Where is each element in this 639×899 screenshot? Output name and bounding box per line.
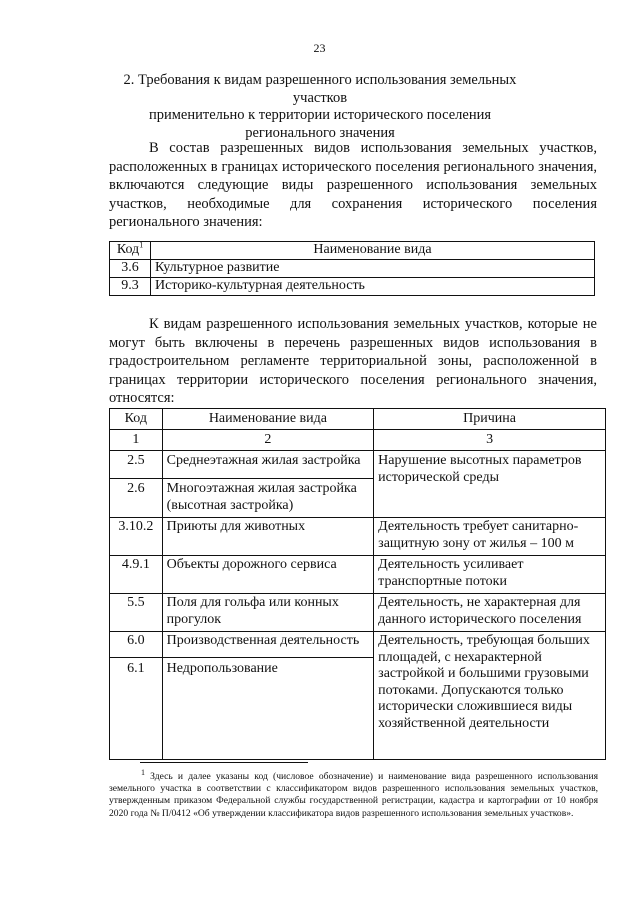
table-row xyxy=(110,451,606,479)
row-reason: Деятельность, не характерная для данного исторического поселения xyxy=(374,594,606,632)
row-reason: Деятельность усиливает транспортные потоки xyxy=(374,556,606,594)
row-name: Историко-культурная деятельность xyxy=(151,278,595,296)
table-row xyxy=(110,260,595,278)
row-name: Поля для гольфа или конных прогулок xyxy=(162,594,374,632)
header-code-label: Код xyxy=(116,242,140,257)
table-row xyxy=(110,594,606,632)
prohibited-uses-table xyxy=(109,408,606,760)
row-code: 3.6 xyxy=(110,260,151,278)
heading-line-3: регионального значения xyxy=(245,124,395,141)
intro-paragraph: В состав разрешенных видов использования земельных участков, расположенных в границах исторического поселения регионального значения, включаются следующие виды разрешенного использования земельных участков, необходимые для сохранения исторического поселения регионального значения: xyxy=(109,140,597,231)
restrictions-paragraph: К видам разрешенного использования земельных участков, которые не могут быть включены в перечень разрешенных видов использования в градостроительном регламенте территориальной зоны, расположенной в границах территории исторического поселения регионального значения, относятся: xyxy=(109,316,597,407)
header-code xyxy=(110,242,151,260)
footnote-ref: 1 xyxy=(139,240,144,250)
header-code: Код xyxy=(110,409,163,430)
footnote xyxy=(109,767,598,820)
allowed-uses-table xyxy=(109,241,595,296)
row-code: 2.6 xyxy=(110,479,163,518)
footnote-mark: 1 xyxy=(141,767,145,777)
table-row xyxy=(110,278,595,296)
column-number: 1 xyxy=(110,430,163,451)
header-name: Наименование вида xyxy=(162,409,374,430)
table-row xyxy=(110,518,606,556)
footnote-divider xyxy=(140,762,308,763)
row-code: 3.10.2 xyxy=(110,518,163,556)
row-name: Производственная деятельность xyxy=(162,632,374,658)
page-number: 23 xyxy=(313,41,326,55)
row-code: 4.9.1 xyxy=(110,556,163,594)
header-name: Наименование вида xyxy=(151,242,595,260)
table-row xyxy=(110,556,606,594)
row-name: Приюты для животных xyxy=(162,518,374,556)
heading-line-2: применительно к территории исторического поселения xyxy=(148,107,492,123)
row-reason: Деятельность, требующая больших площадей, с нехарактерной застройкой и большими грузовыми потоками. Допускаются только исторически сложившиеся виды хозяйственной деятельности xyxy=(374,632,606,760)
row-code: 6.0 xyxy=(110,632,163,658)
section-heading xyxy=(100,72,540,142)
footnote-text: Здесь и далее указаны код (числовое обозначение) и наименование вида разрешенного использования земельного участка в соответствии с классификатором видов разрешенного использования земельных участков, утвержденным приказом Федеральной службы государственной регистрации, кадастра и картографии от 10 ноября 2020 года № П/0412 «Об утверждении классификатора видов разрешенного использования земельных участков». xyxy=(109,771,598,819)
row-name: Объекты дорожного сервиса xyxy=(162,556,374,594)
column-numbers-row xyxy=(110,430,606,451)
row-code: 5.5 xyxy=(110,594,163,632)
column-number: 3 xyxy=(374,430,606,451)
header-reason: Причина xyxy=(374,409,606,430)
row-name: Среднеэтажная жилая застройка xyxy=(162,451,374,479)
row-name: Многоэтажная жилая застройка (высотная застройка) xyxy=(162,479,374,518)
table-header-row xyxy=(110,242,595,260)
heading-line-1: 2. Требования к видам разрешенного использования земельных участков xyxy=(123,72,517,106)
row-reason: Деятельность требует санитарно-защитную зону от жилья – 100 м xyxy=(374,518,606,556)
row-name: Культурное развитие xyxy=(151,260,595,278)
row-reason: Нарушение высотных параметров исторической среды xyxy=(374,451,606,518)
column-number: 2 xyxy=(162,430,374,451)
row-code: 2.5 xyxy=(110,451,163,479)
table-row xyxy=(110,632,606,658)
row-code: 9.3 xyxy=(110,278,151,296)
row-code: 6.1 xyxy=(110,658,163,760)
table-header-row xyxy=(110,409,606,430)
row-name: Недропользование xyxy=(162,658,374,760)
